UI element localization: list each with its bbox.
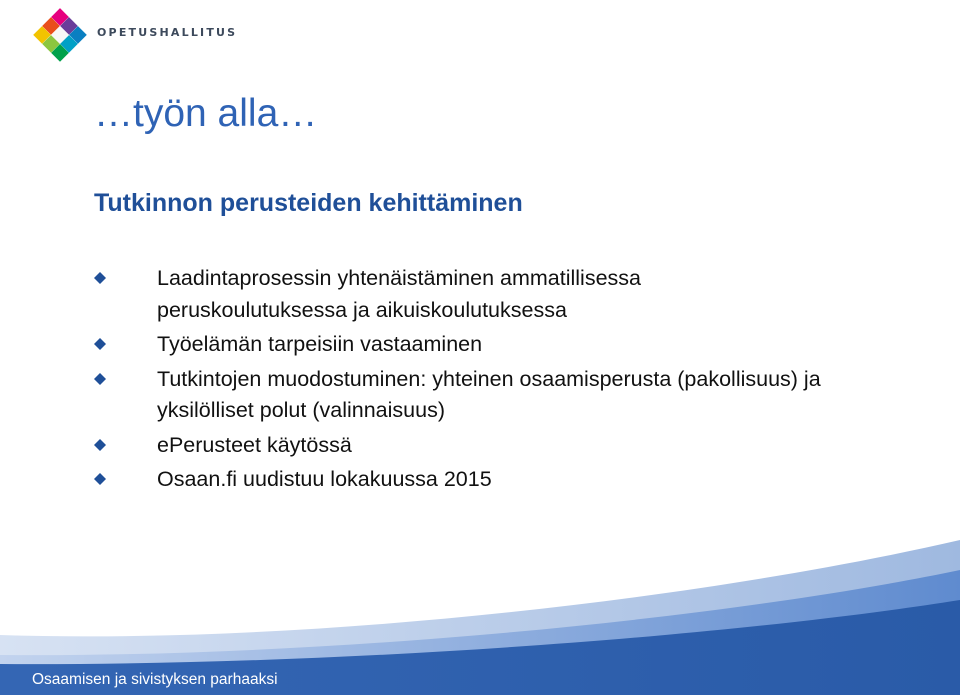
diamond-bullet-icon <box>94 473 106 485</box>
bullet-text: yksilölliset polut (valinnaisuus) <box>157 398 445 422</box>
slide-subtitle: Tutkinnon perusteiden kehittäminen <box>94 189 523 217</box>
bullet-item <box>94 364 934 427</box>
slide-title: …työn alla… <box>94 92 318 135</box>
bullet-text: Työelämän tarpeisiin vastaaminen <box>157 332 483 356</box>
bullet-item <box>94 329 934 361</box>
bullet-text: Osaan.fi uudistuu lokakuussa 2015 <box>157 467 492 491</box>
diamond-bullet-icon <box>94 373 106 385</box>
diamond-bullet-icon <box>94 272 106 284</box>
opetushallitus-logo-icon <box>33 8 87 62</box>
diamond-bullet-icon <box>94 338 106 350</box>
logo-text: OPETUSHALLITUS <box>97 26 238 39</box>
bullet-text: Laadintaprosessin yhtenäistäminen ammatillisessa <box>157 266 642 290</box>
bullet-text: Tutkintojen muodostuminen: yhteinen osaamisperusta (pakollisuus) ja <box>157 366 821 391</box>
bullet-text: peruskoulutuksessa ja aikuiskoulutuksessa <box>157 297 567 322</box>
bullet-item <box>94 464 934 496</box>
bullet-text: ePerusteet käytössä <box>157 432 352 457</box>
diamond-bullet-icon <box>94 439 106 451</box>
bullet-list <box>94 263 934 499</box>
footer-text: Osaamisen ja sivistyksen parhaaksi <box>32 671 278 688</box>
bullet-item <box>94 263 934 326</box>
bullet-item <box>94 430 934 462</box>
